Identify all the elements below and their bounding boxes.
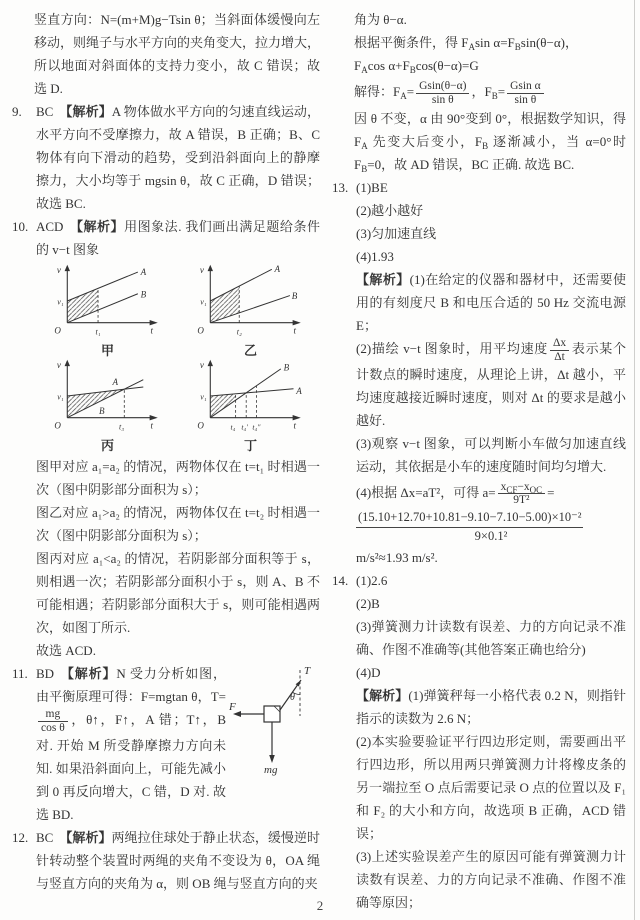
fraction-numerator: Gsin α: [507, 80, 544, 93]
axis-label-t: t: [293, 325, 296, 336]
axis-label-v: v: [56, 264, 61, 275]
axis-label-v: v: [199, 359, 204, 370]
answer-2: (2)越小越好: [356, 203, 424, 218]
left-column: [12, 8, 320, 914]
axis-label-v: v: [56, 359, 61, 370]
answer-4: (4)1.93: [356, 249, 394, 264]
origin-label: O: [53, 420, 61, 431]
analysis-tag: 【解析】: [59, 104, 112, 119]
answer-letters: ACD: [36, 219, 64, 234]
item-number: 11.: [12, 666, 28, 681]
item-number: 14.: [332, 573, 349, 589]
analysis-text: (2)描绘 v−t 图象时，用平均速度: [356, 341, 548, 356]
fraction-numerator: mg: [38, 708, 68, 721]
analysis-text: 用图象法. 我们画出满足题给条件的 v−t 图象: [36, 219, 320, 257]
right-column: [332, 8, 626, 914]
answer-letters: BD: [36, 666, 55, 681]
vt-graph-jia: [49, 263, 167, 358]
solution-text: [36, 100, 320, 215]
fraction-numerator: (15.10+12.70+10.81−9.10−7.10−5.00)×10⁻²: [356, 510, 583, 528]
answer-1: (1)2.6: [356, 573, 388, 589]
analysis-text: A 物体做水平方向的匀速直线运动，水平方向不受摩擦力，故 A 错误，B 正确；B、C 物体有向下滑动的趋势，受到沿斜面向上的静摩擦力，大小均等于 mgsin θ，故 C 正确，D 错误；故选 BC.: [36, 104, 320, 211]
vt-graph-grid: [38, 263, 320, 453]
line-b-label: B: [283, 362, 289, 373]
origin-label: O: [196, 420, 204, 431]
tick-label: t₁: [95, 327, 101, 337]
big-fraction: [356, 510, 626, 544]
item-number: 13.: [332, 180, 349, 195]
item-number: 12.: [12, 829, 29, 845]
page-number: 2: [316, 898, 324, 913]
equation-2: $F_A\cos$ $\alpha+F_B\cos(\theta-\alpha)=G$: [354, 58, 479, 75]
line-b-label: B: [291, 291, 297, 302]
line-a-label: A: [112, 377, 118, 388]
analysis-text: 两绳拉住球处于静止状态，缓慢逆时针转动整个装置时两绳的夹角不变设为 θ，OA 绳与竖直方向的夹角为 α，则 OB 绳与竖直方向的夹: [36, 829, 320, 891]
axis-label-t: t: [150, 325, 153, 336]
vt-graph-ding-svg: [192, 358, 310, 434]
solution-item-10: [12, 215, 320, 662]
tick3-label: t₄″: [251, 422, 260, 432]
graph-caption: 乙: [243, 343, 257, 358]
tick2-label: t₄′: [240, 422, 248, 432]
analysis-tag: 【解析】: [356, 272, 410, 287]
analysis-tag: 【解析】: [69, 219, 125, 234]
v1-label: v₁: [56, 297, 64, 307]
analysis-tag: 【解析】: [356, 688, 409, 704]
line-a-label: A: [295, 386, 302, 397]
analysis-text-cont: 表示某个计数点的瞬时速度，从理论上讲，Δt 越小，平均速度越接近瞬时速度，则对 Δt 的要求是越小越好.: [356, 341, 626, 428]
item-number: 10.: [12, 219, 29, 234]
equation-1: 根据平衡条件，得 $F_A\sin$ $\alpha=F_B\sin(\theta-\alpha)$，: [354, 35, 578, 52]
fraction-numerator: Δx: [550, 337, 569, 350]
origin-label: O: [196, 325, 204, 336]
line-b-label: B: [98, 406, 104, 417]
vt-graph-jia-svg: [49, 263, 167, 339]
solution-item-13: [332, 176, 626, 569]
solution-text: [36, 826, 320, 895]
line-a-label: A: [274, 264, 280, 275]
tick-label: t₄: [229, 422, 235, 432]
equals-sign: =: [547, 484, 555, 500]
line-a-label: A: [140, 266, 146, 277]
case-yi-text: 图乙对应 a₁>a₂ 的情况，两物体仅在 t=t₂ 时相遇一次（图中阴影部分面积为 s）；: [36, 505, 320, 543]
fraction-numerator: Gsin(θ−α): [416, 80, 469, 93]
fraction-numerator: $x_{CF}-x_{OC}$: [498, 481, 546, 494]
solution-item-14: [332, 569, 626, 914]
result-line: m/s²≈1.93 m/s².: [356, 550, 438, 566]
fraction-fb: [507, 80, 544, 106]
analysis-text: (1)在给定的仪器和器材中，还需要使用的有刻度尺 B 和电压合适的 50 Hz 交流电源 E；: [356, 272, 626, 333]
analysis-text-cont: ，θ↑，F↑，A 错；T↑，B 对. 开始 M 所受静摩擦力方向未知. 如果沿斜面向上，可能先减小到 0 再反向增大，C 错，D 对. 故选 BD.: [36, 712, 226, 822]
fraction-a: [498, 481, 546, 507]
case-jia-text: 图甲对应 a₁=a₂ 的情况，两物体仅在 t=t₁ 时相遇一次（图中阴影部分面积为 s）；: [36, 459, 320, 497]
analysis-text: N 受力分析如图，由平衡原理可得：F=mgtan θ，T=: [36, 666, 226, 704]
answer-3: (3)匀加速直线: [356, 226, 437, 241]
continued-solution-12: [332, 8, 626, 176]
analysis-2: (2)本实验要验证平行四边形定则，需要画出平行四边形，所以用两只弹簧测力计将橡皮条的另一端拉至 O 点后需要记录 O 点的位置以及 F₁ 和 F₂ 的大小和方向，故选项 B 正确，ACD 错误；: [356, 734, 626, 842]
v1-label: v₁: [199, 297, 207, 307]
line-b-label: B: [140, 289, 146, 300]
graph-caption: 丁: [243, 438, 257, 453]
analysis-tag: 【解析】: [59, 829, 112, 845]
force-f-label: F: [229, 701, 236, 713]
fraction-mg-costheta: [38, 708, 68, 734]
fraction-denominator: cos θ: [41, 721, 65, 734]
fraction-denominator: sin θ: [431, 93, 454, 106]
v1-label: v₁: [199, 392, 207, 402]
vt-graph-yi-svg: [192, 263, 310, 339]
weight-label: mg: [264, 764, 278, 776]
vt-graph-ding: [192, 358, 310, 453]
case-bing-text: 图丙对应 a₁<a₂ 的情况，若阴影部分面积等于 s，则相遇一次；若阴影部分面积小于 s，则 A、B 不可能相遇；若阴影部分面积大于 s，则可能相遇两次，如图丁所示.: [36, 551, 320, 635]
analysis-1: [356, 268, 626, 337]
conclusion-12: 因 θ 不变，α 由 90°变到 0°，根据数学知识，得 $F_A$ 先变大后变小，$F_B$ 逐渐减小，当 α=0°时 $F_B=0$，故 AD 错误，BC 正确. 故选 BC.: [354, 111, 626, 174]
force-diagram-svg: [228, 660, 320, 776]
axis-label-t: t: [150, 420, 153, 431]
answer-4: (4)D: [356, 665, 381, 681]
analysis-4: [356, 478, 626, 508]
fraction-fa: [416, 80, 469, 106]
tension-label: T: [304, 665, 311, 677]
analysis-text: (1)弹簧秤每一小格代表 0.2 N，则指针指示的读数为 2.6 N；: [356, 688, 626, 727]
answer-letters: BC: [36, 104, 54, 119]
vt-graph-yi: [192, 263, 310, 358]
answer-2: (2)B: [356, 596, 380, 612]
item-number: 9.: [12, 104, 22, 119]
v1-label: v₁: [56, 392, 64, 402]
fraction-dx-dt: [550, 337, 569, 363]
fraction-denominator: sin θ: [514, 93, 537, 106]
analysis-3: (3)上述实验误差产生的原因可能有弹簧测力计读数有误差、力的方向记录不准确、作图不准确等原因；: [356, 849, 626, 911]
analysis-3: (3)观察 v−t 图象，可以判断小车做匀加速直线运动，其依据是小车的速度随时间均匀增大.: [356, 435, 626, 474]
fraction-denominator: 9×0.1²: [474, 528, 508, 543]
solve-mid: ，$F_B=$: [471, 84, 506, 101]
axis-label-v: v: [199, 264, 204, 275]
analysis-text: (4)根据 Δx=aT²，可得 a=: [356, 484, 496, 500]
final-choice: 故选 ACD.: [36, 643, 96, 658]
tick-label: t₂: [236, 327, 242, 337]
fraction-denominator: Δt: [554, 350, 565, 363]
force-diagram: [228, 660, 320, 783]
solution-item-9: [12, 100, 320, 215]
answer-letters: BC: [36, 829, 54, 845]
vt-graph-bing: [49, 358, 167, 453]
theta-label: θ: [290, 692, 295, 703]
answer-3: (3)弹簧测力计读数有误差、力的方向记录不准确、作图不准确等(其他答案正确也给分): [356, 619, 626, 658]
graph-caption: 甲: [100, 343, 114, 358]
solution-item-12: [12, 826, 320, 895]
vt-graph-bing-svg: [49, 358, 167, 434]
continued-line: 角为 θ−α.: [354, 12, 407, 27]
origin-label: O: [53, 325, 61, 336]
solve-line: [354, 77, 626, 107]
solve-pre: 解得：$F_A=$: [354, 84, 415, 101]
analysis-tag: 【解析】: [60, 666, 117, 681]
graph-caption: 丙: [100, 438, 114, 453]
tick-label: t₃: [118, 422, 124, 432]
continued-paragraph: 竖直方向：N=(m+M)g−Tsin θ；当斜面体缓慢向左移动，则绳子与水平方向的夹角变大，拉力增大，所以地面对斜面体的支持力变小，故 C 错误；故选 D.: [34, 12, 321, 96]
fraction-denominator: 9T²: [513, 494, 530, 507]
answer-1: (1)BE: [356, 180, 388, 195]
analysis-1: [356, 684, 626, 730]
analysis-2: [356, 337, 626, 432]
solution-text: [36, 215, 320, 261]
axis-label-t: t: [293, 420, 296, 431]
solution-item-11: [12, 662, 320, 826]
